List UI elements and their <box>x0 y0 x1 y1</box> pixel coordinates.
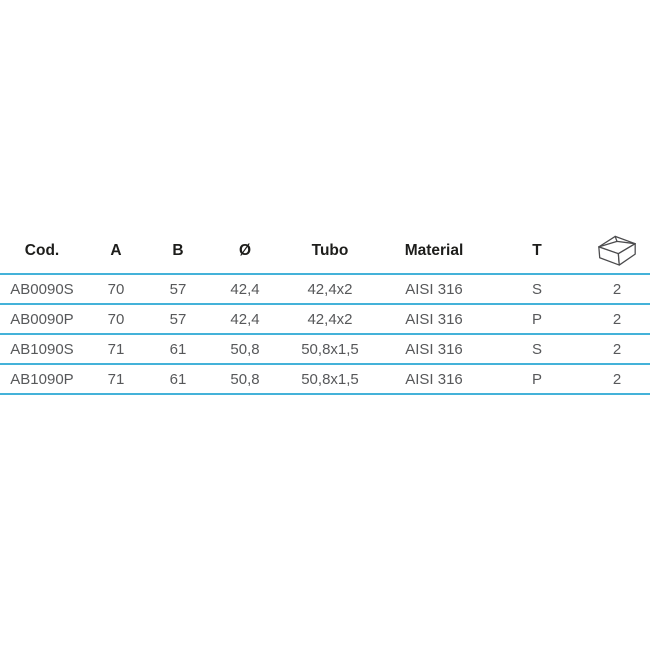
cell-tubo: 50,8x1,5 <box>282 364 378 394</box>
cell-qty: 2 <box>584 274 650 304</box>
cell-t: S <box>490 334 584 364</box>
cell-t: P <box>490 364 584 394</box>
cell-a: 70 <box>84 274 148 304</box>
cell-qty: 2 <box>584 364 650 394</box>
column-header-a: A <box>84 228 148 274</box>
cell-t: P <box>490 304 584 334</box>
table-row <box>0 334 650 364</box>
cell-material: AISI 316 <box>378 364 490 394</box>
cell-b: 57 <box>148 274 208 304</box>
column-header-b: B <box>148 228 208 274</box>
cell-tubo: 42,4x2 <box>282 304 378 334</box>
column-header-qty <box>584 228 650 274</box>
table-row <box>0 304 650 334</box>
table-row <box>0 364 650 394</box>
column-header-material: Material <box>378 228 490 274</box>
cell-cod: AB1090S <box>0 334 84 364</box>
table-header-row <box>0 228 650 274</box>
cell-t: S <box>490 274 584 304</box>
product-spec-table <box>0 228 650 395</box>
cell-b: 57 <box>148 304 208 334</box>
cell-diameter: 50,8 <box>208 364 282 394</box>
table-row <box>0 274 650 304</box>
column-header-cod: Cod. <box>0 228 84 274</box>
cell-b: 61 <box>148 334 208 364</box>
cell-tubo: 50,8x1,5 <box>282 334 378 364</box>
cell-cod: AB0090P <box>0 304 84 334</box>
column-header-t: T <box>490 228 584 274</box>
cell-tubo: 42,4x2 <box>282 274 378 304</box>
cell-cod: AB0090S <box>0 274 84 304</box>
package-box-icon <box>597 234 637 267</box>
cell-material: AISI 316 <box>378 274 490 304</box>
cell-b: 61 <box>148 364 208 394</box>
column-header-diameter: Ø <box>208 228 282 274</box>
cell-diameter: 42,4 <box>208 304 282 334</box>
cell-qty: 2 <box>584 304 650 334</box>
cell-diameter: 42,4 <box>208 274 282 304</box>
cell-a: 70 <box>84 304 148 334</box>
cell-diameter: 50,8 <box>208 334 282 364</box>
cell-a: 71 <box>84 334 148 364</box>
cell-a: 71 <box>84 364 148 394</box>
cell-qty: 2 <box>584 334 650 364</box>
column-header-tubo: Tubo <box>282 228 378 274</box>
cell-cod: AB1090P <box>0 364 84 394</box>
cell-material: AISI 316 <box>378 334 490 364</box>
cell-material: AISI 316 <box>378 304 490 334</box>
